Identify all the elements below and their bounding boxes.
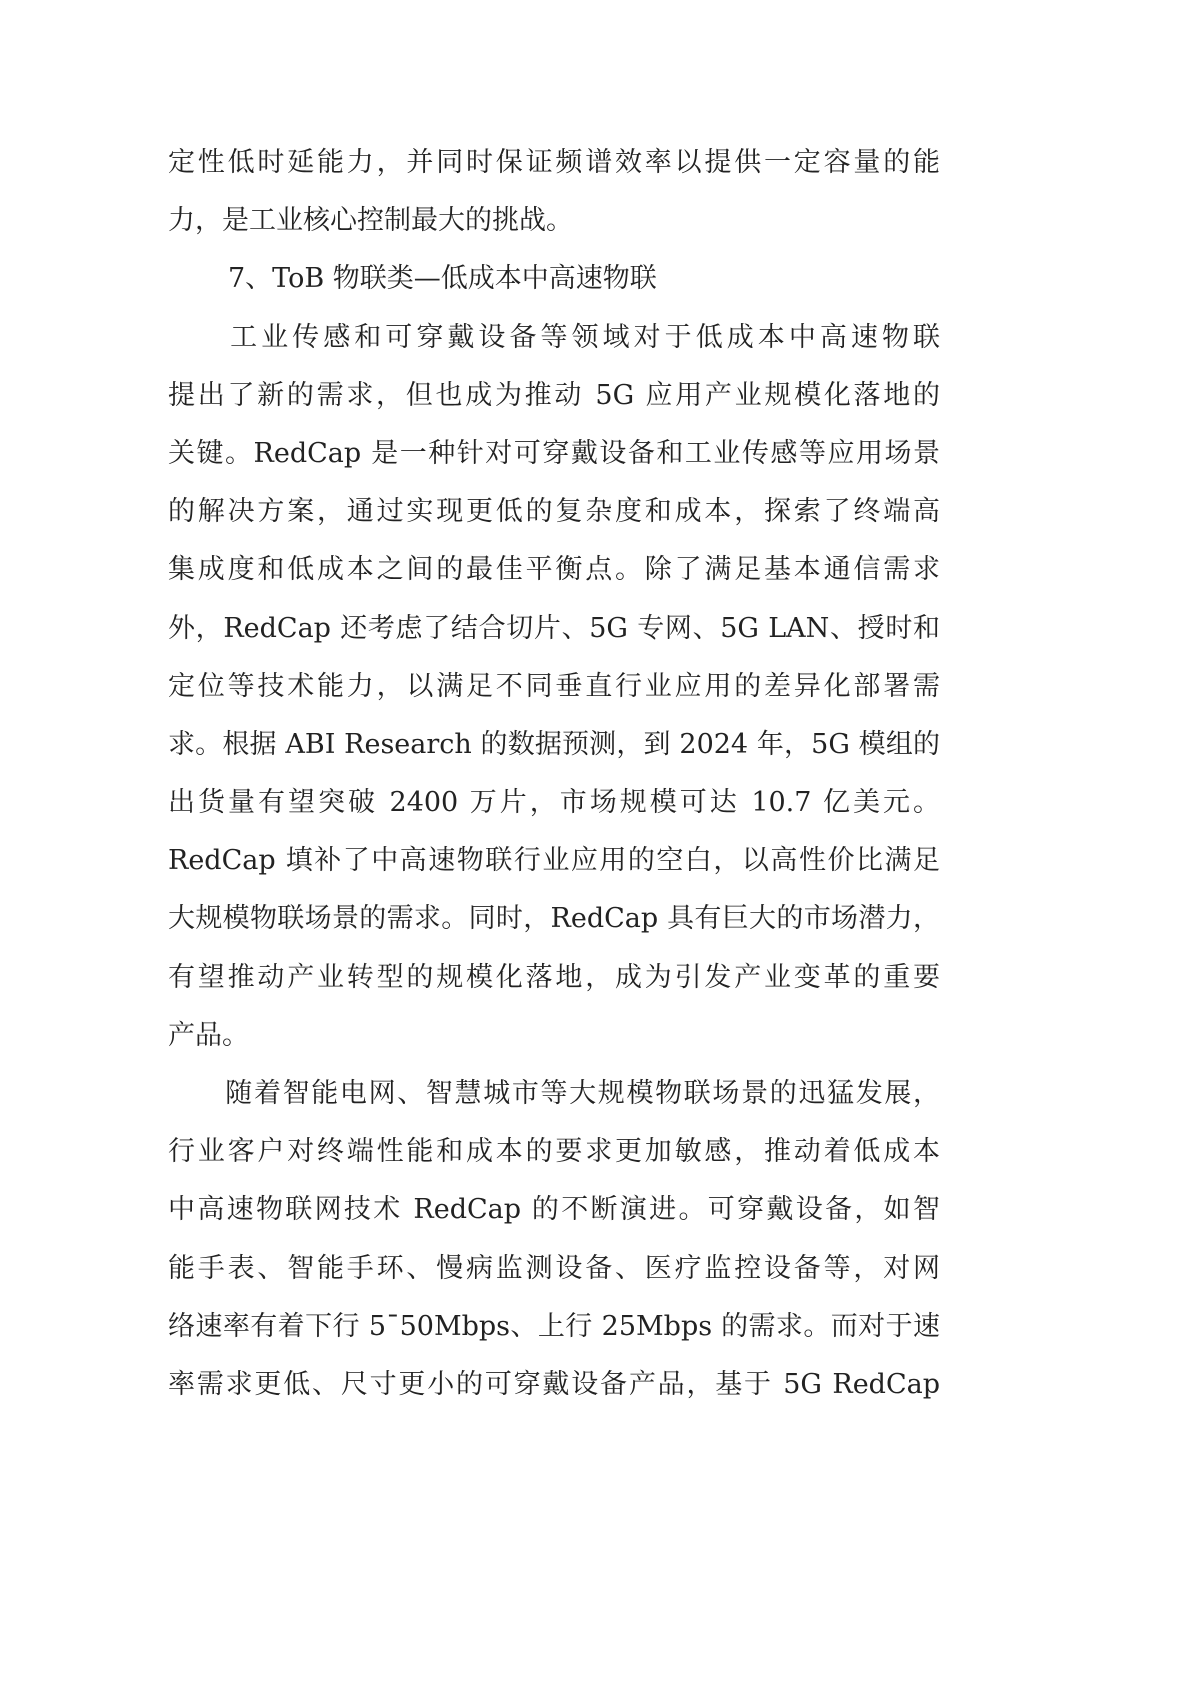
text-line: 出货量有望突破 2400 万片，市场规模可达 10.7 亿美元。	[168, 787, 940, 819]
document-page	[168, 140, 940, 1420]
text-line: 集成度和低成本之间的最佳平衡点。除了满足基本通信需求	[168, 554, 940, 586]
text-line: 随着智能电网、智慧城市等大规模物联场景的迅猛发展，	[168, 1078, 940, 1109]
text-line: 定位等技术能力，以满足不同垂直行业应用的差异化部署需	[168, 670, 940, 702]
text-line: 外，RedCap 还考虑了结合切片、5G 专网、5G LAN、授时和	[168, 612, 940, 644]
paragraph	[168, 1071, 940, 1420]
paragraph	[168, 315, 940, 1071]
text-line: 有望推动产业转型的规模化落地，成为引发产业变革的重要	[168, 961, 940, 993]
text-line: 大规模物联场景的需求。同时，RedCap 具有巨大的市场潜力，	[168, 903, 940, 935]
text-line: 的解决方案，通过实现更低的复杂度和成本，探索了终端高	[168, 496, 940, 528]
text-line: 能手表、智能手环、慢病监测设备、医疗监控设备等，对网	[168, 1252, 940, 1284]
text-line: RedCap 填补了中高速物联行业应用的空白，以高性价比满足	[168, 845, 940, 877]
text-line: 行业客户对终端性能和成本的要求更加敏感，推动着低成本	[168, 1136, 940, 1168]
text-line: 工业传感和可穿戴设备等领域对于低成本中高速物联	[168, 321, 940, 353]
section-heading	[168, 256, 940, 314]
text-line: 中高速物联网技术 RedCap 的不断演进。可穿戴设备，如智	[168, 1194, 940, 1226]
text-line: 力，是工业核心控制最大的挑战。	[168, 205, 573, 237]
text-line: 关键。RedCap 是一种针对可穿戴设备和工业传感等应用场景	[168, 437, 940, 469]
text-line: 率需求更低、尺寸更小的可穿戴设备产品，基于 5G RedCap	[168, 1368, 940, 1400]
text-line: 产品。	[168, 1019, 249, 1051]
text-line: 提出了新的需求，但也成为推动 5G 应用产业规模化落地的	[168, 379, 940, 411]
text-line: 7、ToB 物联类—低成本中高速物联	[228, 263, 657, 295]
paragraph	[168, 140, 940, 256]
text-line: 求。根据 ABI Research 的数据预测，到 2024 年，5G 模组的	[168, 728, 940, 760]
text-line: 定性低时延能力，并同时保证频谱效率以提供一定容量的能	[168, 147, 940, 178]
text-line: 络速率有着下行 5¯50Mbps、上行 25Mbps 的需求。而对于速	[168, 1310, 940, 1342]
